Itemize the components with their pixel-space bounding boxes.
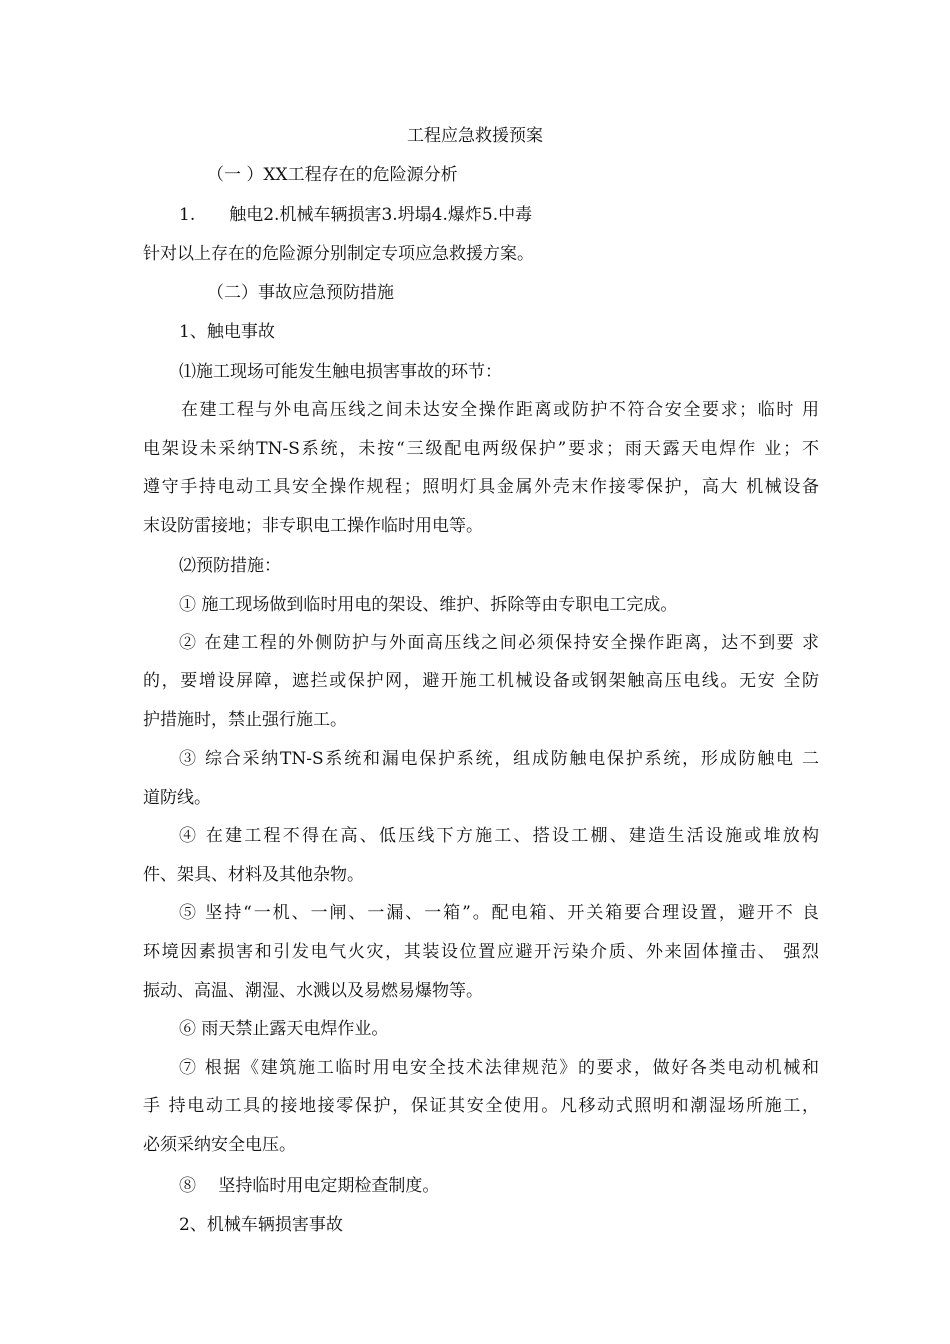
measure-2: 护措施时，禁止强行施工。 <box>143 710 347 730</box>
measure-5: 环境因素损害和引发电气火灾，其装设位置应避开污染介质、外来固体撞击、 强烈 <box>143 942 819 962</box>
measure-3: ③ 综合采纳TN-S系统和漏电保护系统，组成防触电保护系统，形成防触电 二 <box>179 749 819 769</box>
measure-7: 必须采纳安全电压。 <box>143 1135 296 1155</box>
measure-6: ⑥ 雨天禁止露天电焊作业。 <box>179 1019 389 1039</box>
shock-risk-line: 遵守手持电动工具安全操作规程；照明灯具金属外壳末作接零保护，高大 机械设备 <box>143 477 819 497</box>
measure-2: ② 在建工程的外侧防护与外面高压线之间必须保持安全操作距离，达不到要 求 <box>179 633 819 653</box>
shock-risk-line: 在建工程与外电高压线之间未达安全操作距离或防护不符合安全要求；临时 用 <box>181 400 819 420</box>
measure-3: 道防线。 <box>143 788 211 808</box>
shock-risk-title: ⑴施工现场可能发生触电损害事故的环节： <box>179 362 502 382</box>
measure-8: ⑧ 坚持临时用电定期检查制度。 <box>179 1176 440 1196</box>
measure-5: 振动、高温、潮湿、水溅以及易燃易爆物等。 <box>143 981 483 1001</box>
measure-5: ⑤ 坚持“一机、一闸、一漏、一箱”。配电箱、开关箱要合理设置，避开不 良 <box>179 903 819 923</box>
hazard-list: 1. 触电2.机械车辆损害3.坍塌4.爆炸5.中毒 <box>179 205 533 225</box>
measure-4: ④ 在建工程不得在高、低压线下方施工、搭设工棚、建造生活设施或堆放构 <box>179 826 819 846</box>
shock-risk-line: 末设防雷接地；非专职电工操作临时用电等。 <box>143 516 483 536</box>
hazard-note: 针对以上存在的危险源分别制定专项应急救援方案。 <box>143 244 534 264</box>
measure-2: 的，要增设屏障，遮拦或保护网，避开施工机械设备或钢架触高压电线。无安 全防 <box>143 671 819 691</box>
prevention-title: ⑵预防措施： <box>179 556 281 576</box>
section2-heading: （二）事故应急预防措施 <box>207 283 394 303</box>
section1-heading: （一 ）XX工程存在的危险源分析 <box>207 165 458 185</box>
document-title: 工程应急救援预案 <box>407 126 543 146</box>
measure-7: 手 持电动工具的接地接零保护，保证其安全使用。凡移动式照明和潮湿场所施工， <box>143 1096 819 1116</box>
measure-7: ⑦ 根据《建筑施工临时用电安全技术法律规范》的要求，做好各类电动机械和 <box>179 1058 819 1078</box>
measure-4: 件、架具、材料及其他杂物。 <box>143 865 364 885</box>
electric-shock-title: 1、触电事故 <box>179 322 275 342</box>
measure-1: ① 施工现场做到临时用电的架设、维护、拆除等由专职电工完成。 <box>179 595 678 615</box>
shock-risk-line: 电架设未采纳TN-S系统，未按“三级配电两级保护”要求；雨天露天电焊作 业；不 <box>143 439 819 459</box>
vehicle-damage-title: 2、机械车辆损害事故 <box>179 1215 343 1235</box>
